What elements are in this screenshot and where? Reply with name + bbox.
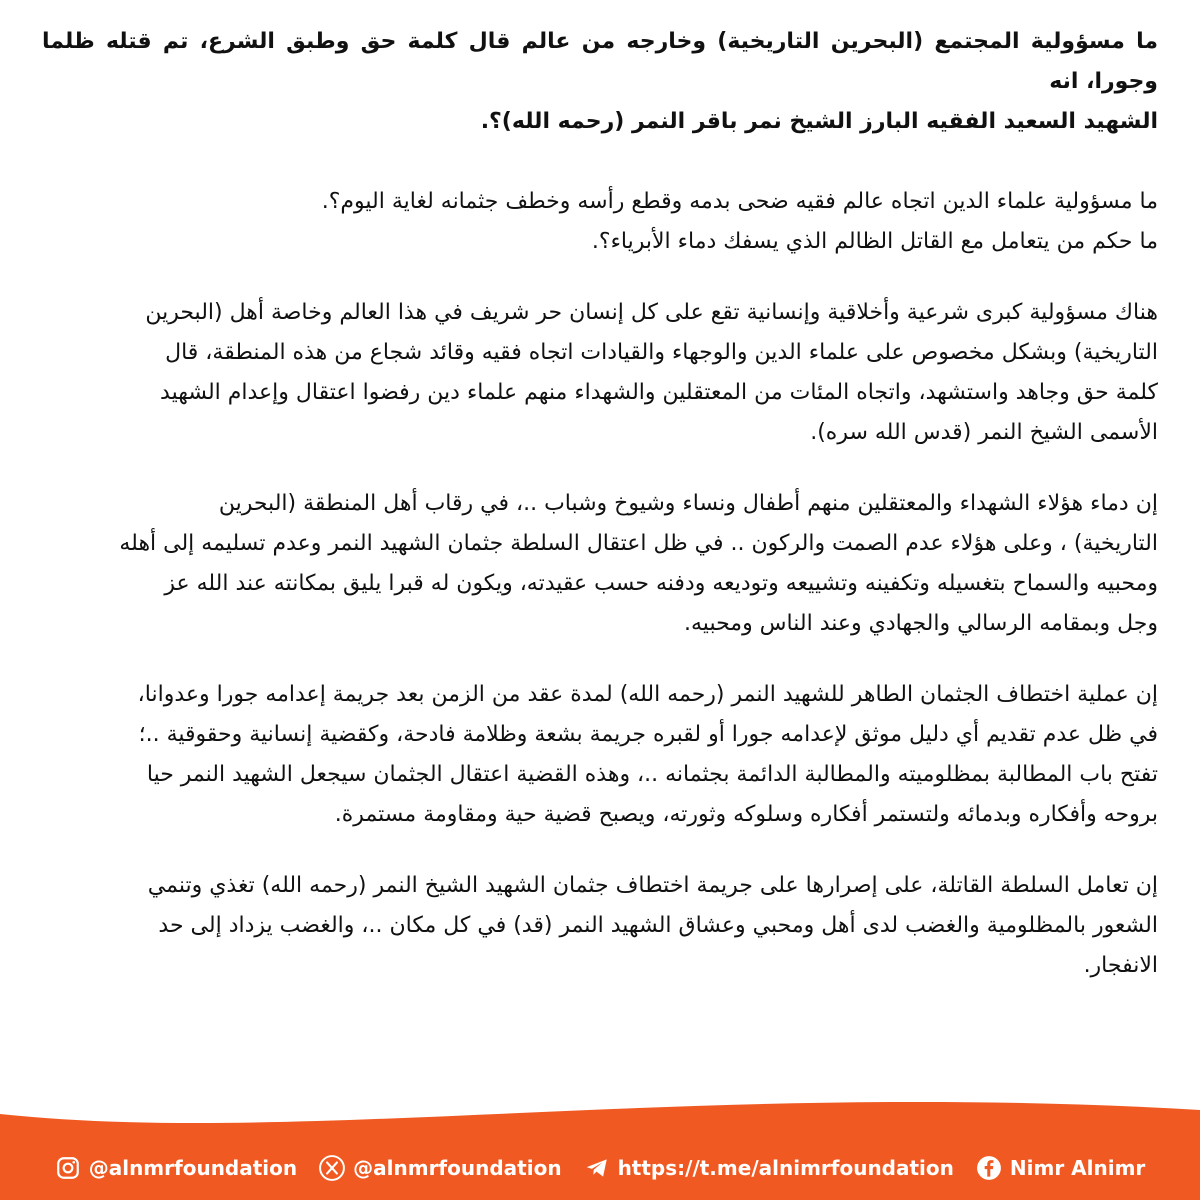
question-paragraph (42, 182, 1158, 262)
x-handle: @alnmrfoundation (353, 1156, 562, 1180)
text-line: ما مسؤولية المجتمع (البحرين التاريخية) وخارجه من عالم قال كلمة حق وطبق الشرع، تم قتله ظلما وجورا، انه (42, 29, 1158, 94)
facebook-icon (976, 1155, 1002, 1181)
text-line: إن تعامل السلطة القاتلة، على إصرارها على جريمة اختطاف جثمان الشهيد الشيخ النمر (رحمه الله) تغذي وتنمي (147, 873, 1158, 898)
text-line: كلمة حق وجاهد واستشهد، واتجاه المئات من المعتقلين والشهداء منهم علماء دين رفضوا اعتقال وإعدام الشهيد (160, 380, 1158, 405)
footer-banner (0, 1114, 1200, 1200)
text-line: التاريخية) وبشكل مخصوص على علماء الدين والوجهاء والقيادات اتجاه فقيه وقائد شجاع من هذه المنطقة، قال (165, 340, 1158, 365)
instagram-icon (55, 1155, 81, 1181)
telegram-url: https://t.me/alnimrfoundation (617, 1156, 954, 1180)
paragraph-anger (42, 866, 1158, 986)
text-line: وجل وبمقامه الرسالي والجهادي وعند الناس ومحبيه. (684, 611, 1158, 636)
intro-paragraph (42, 22, 1158, 142)
paragraph-responsibility (42, 293, 1158, 453)
text-line: ما حكم من يتعامل مع القاتل الظالم الذي يسفك دماء الأبرياء؟. (591, 229, 1158, 254)
text-line: ما مسؤولية علماء الدين اتجاه عالم فقيه ضحى بدمه وقطع رأسه وخطف جثمانه لغاية اليوم؟. (321, 189, 1158, 214)
text-line: الانفجار. (1083, 953, 1158, 978)
text-line: إن دماء هؤلاء الشهداء والمعتقلين منهم أطفال ونساء وشيوخ وشباب ..، في رقاب أهل المنطقة (البحرين (218, 491, 1158, 516)
x-icon (319, 1155, 345, 1181)
telegram-link[interactable] (584, 1155, 954, 1181)
paragraph-body-abduction (42, 675, 1158, 835)
text-line: الشهيد السعيد الفقيه البارز الشيخ نمر باقر النمر (رحمه الله)؟. (480, 109, 1158, 134)
text-line: الشعور بالمظلومية والغضب لدى أهل ومحبي وعشاق الشهيد النمر (قد) في كل مكان ..، والغضب يزداد إلى حد (158, 913, 1158, 938)
text-line: بروحه وأفكاره وبدمائه ولتستمر أفكاره وسلوكه وثورته، ويصبح قضية حية ومقاومة مستمرة. (334, 802, 1158, 827)
text-line: تفتح باب المطالبة بمظلوميته والمطالبة الدائمة بجثمانه ..، وهذه القضية اعتقال الجثمان سيجعل الشهيد النمر حيا (146, 762, 1158, 787)
instagram-link[interactable] (55, 1155, 297, 1181)
text-line: إن عملية اختطاف الجثمان الطاهر للشهيد النمر (رحمه الله) لمدة عقد من الزمن بعد جريمة إعدامه جورا وعدوانا، (137, 682, 1158, 707)
text-line: ومحبيه والسماح بتغسيله وتكفينه وتشييعه وتوديعه ودفنه حسب عقيدته، ويكون له قبرا يليق بمكانته عند الله عز (164, 571, 1158, 596)
paragraph-martyrs-blood (42, 484, 1158, 644)
text-line: هناك مسؤولية كبرى شرعية وأخلاقية وإنسانية تقع على كل إنسان حر شريف في هذا العالم وخاصة أهل (البحرين (145, 300, 1158, 325)
telegram-icon (584, 1155, 610, 1181)
facebook-name: Nimr Alnimr (1009, 1156, 1146, 1180)
text-line: في ظل عدم تقديم أي دليل موثق لإعدامه جورا أو لقبره جريمة بشعة وظلامة فادحة، وكقضية إنسانية وحقوقية ..؛ (138, 722, 1158, 747)
x-link[interactable] (319, 1155, 561, 1181)
instagram-handle: @alnmrfoundation (88, 1156, 298, 1180)
text-line: الأسمى الشيخ النمر (قدس الله سره). (810, 420, 1158, 445)
text-line: التاريخية) ، وعلى هؤلاء عدم الصمت والركون .. في ظل اعتقال السلطة جثمان الشهيد النمر وعدم تسليمه إلى أهله (119, 531, 1158, 556)
article-body (42, 22, 1158, 1017)
facebook-link[interactable] (976, 1155, 1145, 1181)
social-links (0, 1150, 1200, 1186)
